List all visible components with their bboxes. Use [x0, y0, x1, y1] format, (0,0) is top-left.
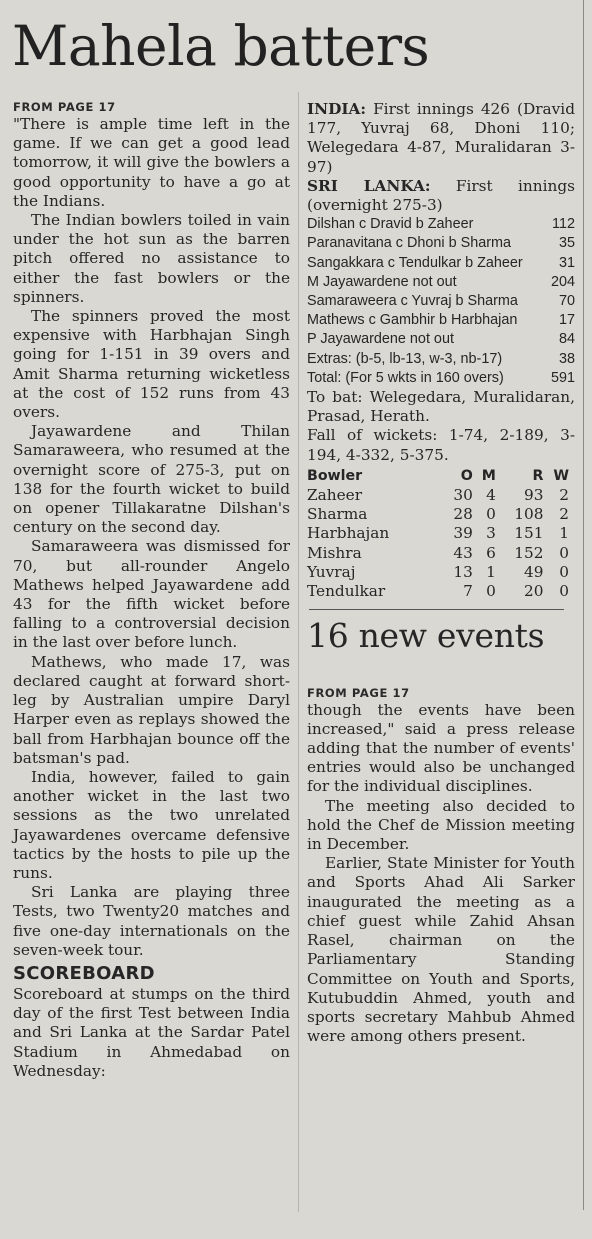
column-header: O — [460, 467, 473, 484]
extras-row — [307, 350, 575, 369]
second-headline: 16 new events — [307, 616, 545, 656]
overs: 28 — [453, 505, 473, 524]
to-bat: To bat: Welegedara, Muralidaran, Prasad, Herath. — [307, 388, 575, 426]
paragraph: Earlier, State Minister for Youth and Sports Ahad Ali Sarker inaugurated the meeting as a chief guest while Zahid Ahsan Rasel, chairman on the Parliamentary Standing Committee on Youth and Sports, Kutubuddin Ahmed, youth and sports secretary Mahbub Ahmed were among others present. — [307, 854, 575, 1046]
kicker: FROM PAGE 17 — [307, 685, 410, 700]
batting-row — [307, 215, 575, 234]
scoreboard-srilanka — [307, 177, 575, 215]
bowler: Yuvraj — [307, 562, 356, 581]
bowler: Zaheer — [307, 486, 363, 505]
wickets: 1 — [559, 524, 569, 543]
runs: 93 — [523, 486, 544, 505]
bowling-row — [307, 505, 569, 524]
batting-row — [307, 311, 575, 330]
runs: 112 — [552, 216, 575, 233]
maidens: 4 — [486, 486, 496, 505]
batsman: Sangakkara c Tendulkar b Zaheer — [307, 254, 523, 271]
column-header: W — [553, 467, 569, 484]
section-divider — [309, 609, 564, 610]
total: Total: (For 5 wkts in 160 overs) — [307, 369, 504, 386]
batting-row — [307, 234, 575, 253]
paragraph: India, however, failed to gain another wicket in the last two sessions as the two unrelated Jayawardenes overcame defensive tactics by the hosts to pile up the runs. — [13, 767, 290, 882]
headline: Mahela batters — [12, 14, 430, 78]
batting-card — [307, 215, 575, 388]
overs: 39 — [453, 524, 473, 543]
batsman: Mathews c Gambhir b Harbhajan — [307, 312, 518, 329]
scoreboard-intro: Scoreboard at stumps on the third day of the first Test between India and Sri Lanka at the Sardar Patel Stadium in Ahmedabad on Wednesday: — [13, 984, 290, 1080]
india-label: INDIA: — [307, 100, 367, 118]
paragraph: Jayawardene and Thilan Samaraweera, who resumed at the overnight score of 275-3, put on 138 for the fourth wicket to build on opener Tillakaratne Dilshan's century on the second day. — [13, 422, 290, 537]
runs: 151 — [514, 524, 544, 543]
srilanka-label: SRI LANKA: — [307, 176, 431, 195]
runs: 20 — [523, 582, 544, 601]
scoreboard-india — [307, 100, 575, 177]
maidens: 1 — [486, 562, 496, 581]
batsman: Paranavitana c Dhoni b Sharma — [307, 235, 511, 252]
batting-row — [307, 330, 575, 349]
overs: 13 — [453, 562, 473, 581]
runs: 84 — [558, 331, 575, 348]
total-row — [307, 369, 575, 388]
paragraph: "There is ample time left in the game. If we can get a good lead tomorrow, it will give the bowlers a good opportunity to have a go at the Indians. — [13, 115, 290, 210]
runs: 38 — [558, 350, 575, 367]
runs: 204 — [550, 273, 575, 290]
paragraph: Mathews, who made 17, was declared caught at forward short-leg by Australian umpire Daryl Harper even as replays showed the ball from Harbhajan bounce off the batsman's pad. — [13, 652, 290, 767]
paragraph: Samaraweera was dismissed for 70, but all-rounder Angelo Mathews helped Jayawardene add 43 for the fifth wicket before falling to a controversial decision in the last over before lunch. — [13, 537, 290, 652]
right-column — [307, 100, 575, 1046]
left-column — [13, 100, 290, 1081]
column-rule — [583, 0, 584, 1210]
bowler: Sharma — [307, 505, 368, 524]
wickets: 0 — [559, 582, 569, 601]
runs: 17 — [558, 312, 575, 329]
overs: 43 — [453, 543, 473, 562]
batsman: P Jayawardene not out — [307, 331, 454, 348]
batting-row — [307, 273, 575, 292]
runs: 108 — [514, 505, 544, 524]
paragraph: The Indian bowlers toiled in vain under the hot sun as the barren pitch offered no assistance to either the fast bowlers or the spinners. — [13, 211, 290, 306]
bowling-header-row — [307, 467, 569, 486]
bowling-table — [307, 467, 569, 601]
bowling-row — [307, 524, 569, 543]
kicker: FROM PAGE 17 — [13, 100, 116, 114]
runs: 35 — [558, 235, 575, 252]
runs: 70 — [558, 293, 575, 310]
maidens: 6 — [486, 543, 496, 562]
batsman: Samaraweera c Yuvraj b Sharma — [307, 293, 518, 310]
batting-row — [307, 254, 575, 273]
bowling-row — [307, 563, 569, 582]
column-header: M — [481, 467, 496, 484]
paragraph: though the events have been increased," said a press release adding that the number of events' entries would also be unchanged for the individual disciplines. — [307, 700, 575, 796]
batsman: M Jayawardene not out — [307, 273, 457, 290]
bowling-row — [307, 582, 569, 601]
paragraph: The spinners proved the most expensive with Harbhajan Singh going for 1-151 in 39 overs and Amit Sharma returning wicketless at the cost of 152 runs from 43 overs. — [13, 307, 290, 422]
wickets: 2 — [559, 505, 569, 524]
extras: Extras: (b-5, lb-13, w-3, nb-17) — [307, 350, 503, 367]
runs: 49 — [523, 562, 544, 581]
overs: 30 — [453, 486, 473, 505]
wickets: 0 — [559, 543, 569, 562]
maidens: 0 — [486, 582, 496, 601]
batsman: Dilshan c Dravid b Zaheer — [307, 216, 474, 233]
overs: 7 — [463, 582, 473, 601]
bowler: Tendulkar — [307, 582, 386, 601]
fall-of-wickets: Fall of wickets: 1-74, 2-189, 3-194, 4-332, 5-375. — [307, 426, 575, 464]
bowling-row — [307, 486, 569, 505]
runs: 591 — [550, 369, 575, 386]
runs: 152 — [514, 543, 544, 562]
maidens: 3 — [486, 524, 496, 543]
srilanka-innings: First innings (overnight 275-3) — [307, 176, 575, 215]
bowler: Mishra — [307, 543, 362, 562]
column-gutter-rule — [298, 92, 299, 1212]
paragraph: Sri Lanka are playing three Tests, two Twenty20 matches and five one-day internationals on the seven-week tour. — [13, 883, 290, 959]
bowler: Harbhajan — [307, 524, 390, 543]
column-header: R — [532, 467, 544, 484]
wickets: 2 — [559, 486, 569, 505]
subhead-scoreboard: SCOREBOARD — [13, 962, 155, 984]
column-header: Bowler — [307, 467, 363, 484]
batting-row — [307, 292, 575, 311]
paragraph: The meeting also decided to hold the Chef de Mission meeting in December. — [307, 796, 575, 854]
wickets: 0 — [559, 562, 569, 581]
maidens: 0 — [486, 505, 496, 524]
runs: 31 — [558, 254, 575, 271]
india-innings: First innings 426 (Dravid 177, Yuvraj 68, Dhoni 110; Welegedara 4-87, Muralidaran 3-97) — [307, 100, 575, 176]
bowling-row — [307, 544, 569, 563]
